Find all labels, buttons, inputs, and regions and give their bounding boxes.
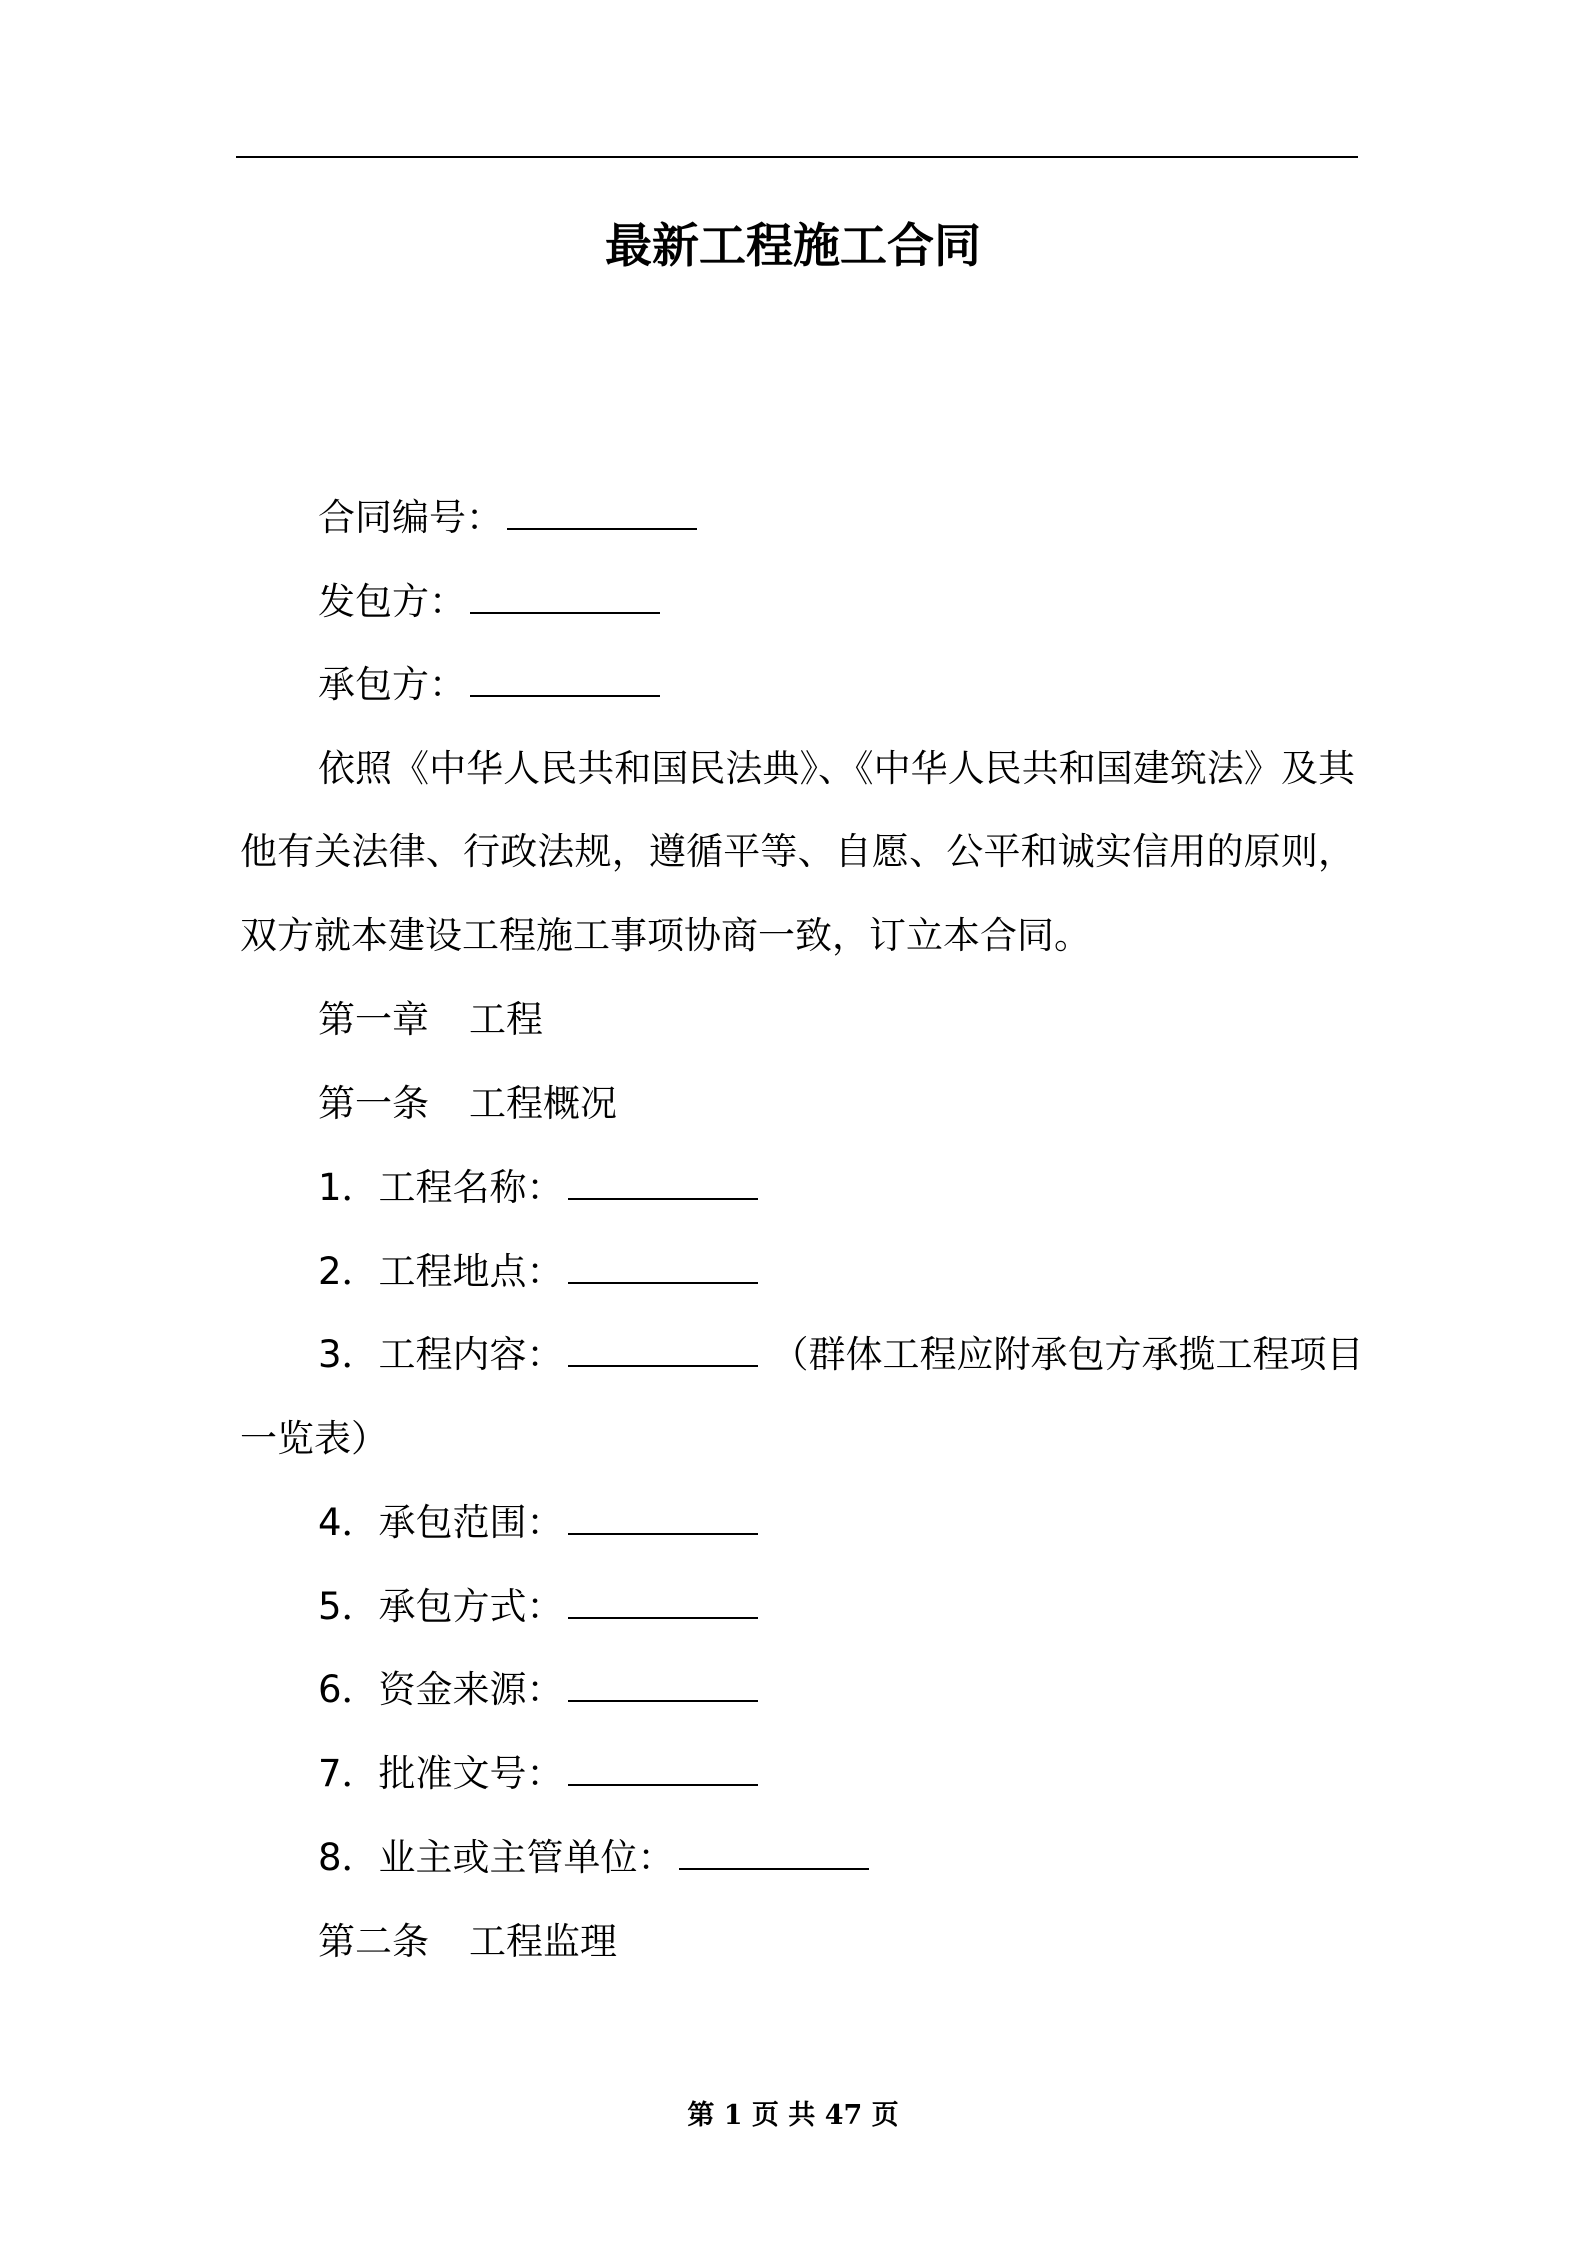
item-owner-unit-label: 8．业主或主管单位： bbox=[318, 1836, 675, 1879]
item-project-content bbox=[318, 1329, 1364, 1381]
chapter-1-heading bbox=[318, 994, 543, 1046]
item-fund-source bbox=[318, 1664, 758, 1716]
item-project-name bbox=[318, 1162, 758, 1214]
item-project-location-label: 2．工程地点： bbox=[318, 1250, 564, 1293]
party-b-field bbox=[318, 659, 660, 711]
article-1-heading bbox=[318, 1078, 617, 1130]
preamble-line-3: 双方就本建设工程施工事项协商一致，订立本合同。 bbox=[240, 914, 1091, 957]
contract-number-blank[interactable] bbox=[507, 494, 697, 530]
item-approval-number-blank[interactable] bbox=[568, 1750, 758, 1786]
party-b-blank[interactable] bbox=[470, 661, 660, 697]
item-contract-scope-label: 4．承包范围： bbox=[318, 1501, 564, 1544]
article-2-number: 第二条 bbox=[318, 1920, 429, 1963]
item-fund-source-label: 6．资金来源： bbox=[318, 1668, 564, 1711]
contract-number-label: 合同编号： bbox=[318, 496, 503, 539]
article-1-title: 工程概况 bbox=[469, 1082, 617, 1125]
item-project-name-label: 1．工程名称： bbox=[318, 1166, 564, 1209]
preamble-line-1: 依照《中华人民共和国民法典》、《中华人民共和国建筑法》及其 bbox=[318, 747, 1355, 790]
item-approval-number bbox=[318, 1748, 758, 1800]
item-contract-method-blank[interactable] bbox=[568, 1583, 758, 1619]
item-project-content-blank[interactable] bbox=[568, 1331, 758, 1367]
item-project-name-blank[interactable] bbox=[568, 1164, 758, 1200]
item-fund-source-blank[interactable] bbox=[568, 1666, 758, 1702]
item-approval-number-label: 7．批准文号： bbox=[318, 1752, 564, 1795]
item-project-content-label: 3．工程内容： bbox=[318, 1333, 564, 1376]
article-2-heading bbox=[318, 1916, 617, 1968]
item-contract-method bbox=[318, 1581, 758, 1633]
header-rule bbox=[236, 156, 1358, 158]
item-owner-unit bbox=[318, 1832, 869, 1884]
item-contract-method-label: 5．承包方式： bbox=[318, 1585, 564, 1628]
document-title: 最新工程施工合同 bbox=[605, 219, 981, 274]
item-owner-unit-blank[interactable] bbox=[679, 1834, 869, 1870]
item-project-content-note: （群体工程应附承包方承揽工程项目 bbox=[771, 1333, 1364, 1376]
chapter-1-number: 第一章 bbox=[318, 998, 429, 1041]
page-indicator: 第 1 页 共 47 页 bbox=[687, 2100, 899, 2131]
chapter-1-title: 工程 bbox=[469, 998, 543, 1041]
item-project-content-note-cont: 一览表） bbox=[240, 1417, 388, 1460]
article-1-number: 第一条 bbox=[318, 1082, 429, 1125]
party-b-label: 承包方： bbox=[318, 663, 466, 706]
party-a-label: 发包方： bbox=[318, 580, 466, 623]
preamble-line-2: 他有关法律、行政法规，遵循平等、自愿、公平和诚实信用的原则， bbox=[240, 830, 1355, 873]
item-contract-scope-blank[interactable] bbox=[568, 1499, 758, 1535]
contract-number-field bbox=[318, 492, 697, 544]
item-project-location-blank[interactable] bbox=[568, 1248, 758, 1284]
item-contract-scope bbox=[318, 1497, 758, 1549]
party-a-field bbox=[318, 576, 660, 628]
article-2-title: 工程监理 bbox=[469, 1920, 617, 1963]
party-a-blank[interactable] bbox=[470, 578, 660, 614]
item-project-location bbox=[318, 1246, 758, 1298]
